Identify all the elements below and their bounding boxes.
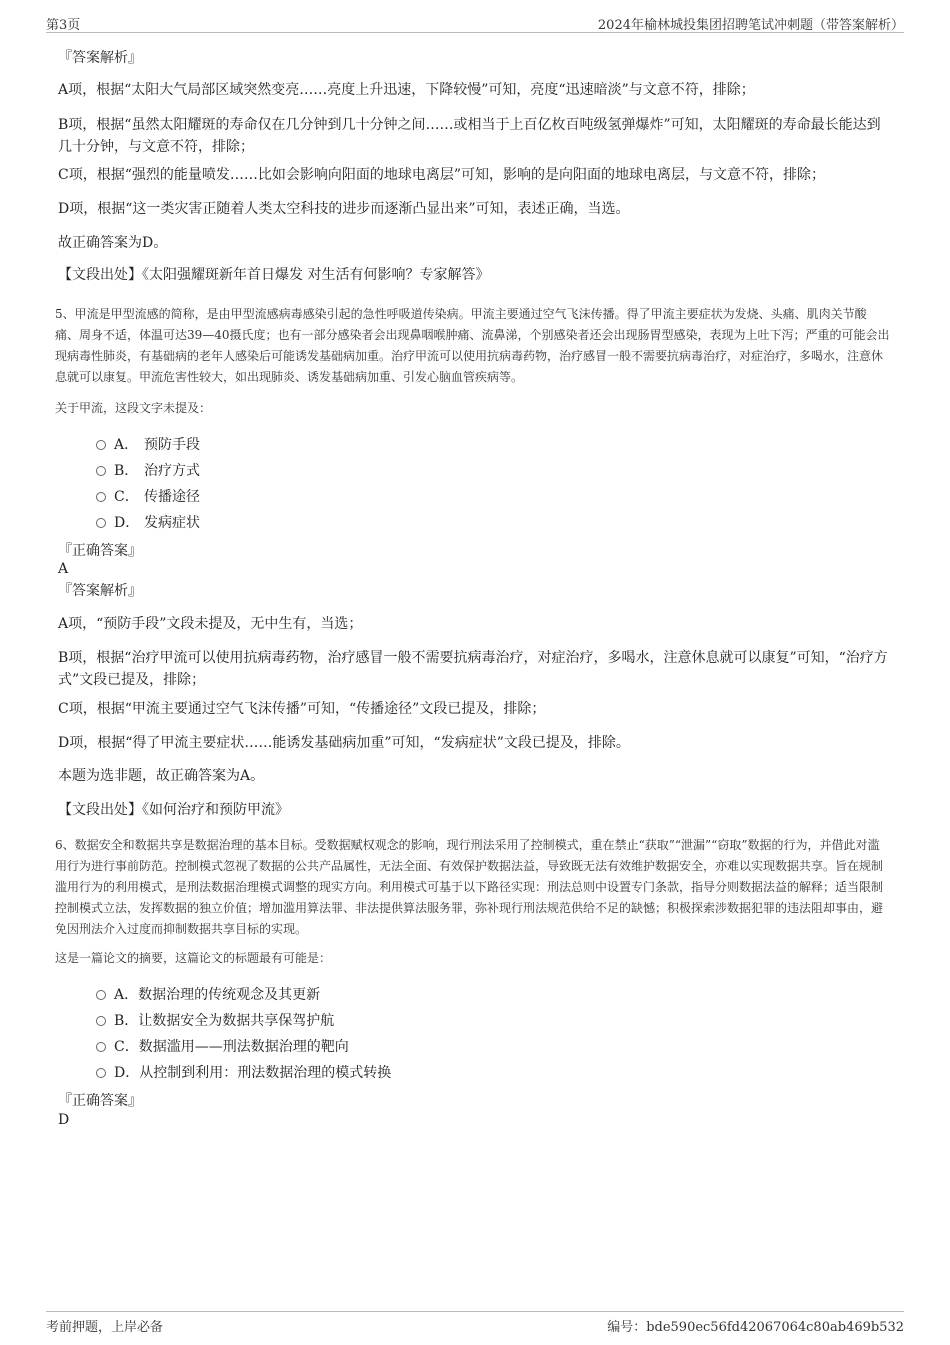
radio-icon[interactable]	[96, 518, 106, 528]
q5-answer-label: 『正确答案』	[58, 543, 142, 559]
q5-question: 关于甲流，这段文字未提及：	[55, 401, 212, 415]
q5-analysis-c: C项，根据“甲流主要通过空气飞沫传播”可知，“传播途径”文段已提及，排除；	[58, 701, 546, 717]
q6-answer-label: 『正确答案』	[58, 1093, 142, 1109]
radio-icon[interactable]	[96, 1068, 106, 1078]
q6-option-d[interactable]: D．从控制到利用：刑法数据治理的模式转换	[96, 1063, 391, 1083]
q4-conclusion: 故正确答案为D。	[58, 235, 168, 251]
radio-icon[interactable]	[96, 1016, 106, 1026]
q4-source: 【文段出处】《太阳强耀斑新年首日爆发 对生活有何影响？专家解答》	[58, 267, 490, 283]
q6-question: 这是一篇论文的摘要，这篇论文的标题最有可能是：	[55, 951, 332, 965]
q6-option-b[interactable]: B．让数据安全为数据共享保驾护航	[96, 1011, 334, 1031]
q6-answer: D	[58, 1112, 70, 1128]
q5-analysis-a: A项，“预防手段”文段未提及，无中生有，当选；	[58, 616, 363, 632]
document-title: 2024年榆林城投集团招聘笔试冲刺题（带答案解析）	[597, 18, 904, 33]
document-code: 编号：bde590ec56fd42067064c80ab469b532	[607, 1320, 904, 1335]
radio-icon[interactable]	[96, 466, 106, 476]
q4-analysis-b: B项，根据“虽然太阳耀斑的寿命仅在几分钟到几十分钟之间……或相当于上百亿枚百吨级氢弹爆炸”可知，太阳耀斑的寿命最长能达到几十分钟，与文意不符，排除；	[58, 117, 881, 155]
q4-analysis-d: D项，根据“这一类灾害正随着人类太空科技的进步而逐渐凸显出来”可知，表述正确，当选。	[58, 201, 630, 217]
q6-passage: 6、数据安全和数据共享是数据治理的基本目标。受数据赋权观念的影响，现行刑法采用了控制模式，重在禁止“获取”“泄漏”“窃取”数据的行为，并借此对滥用行为进行事前防范。控制模式忽视了数据的公共产品属性，无法全面、有效保护数据法益，导致既无法有效维护数据安全，亦难以实现数据共享。旨在规制滥用行为的利用模式，是刑法数据治理模式调整的现实方向。利用模式可基于以下路径实现：刑法总则中设置专门条款，指导分则数据法益的解释；适当限制控制模式立法，发挥数据的独立价值；增加滥用算法罪、非法提供算法服务罪，弥补现行刑法规范供给不足的缺憾；积极探索涉数据犯罪的违法阻却事由，避免因刑法介入过度而抑制数据共享目标的实现。	[55, 838, 884, 936]
q4-analysis-a: A项，根据“太阳大气局部区域突然变亮……亮度上升迅速，下降较慢”可知，亮度“迅速暗淡”与文意不符，排除；	[58, 82, 755, 98]
page-footer	[46, 1311, 904, 1336]
q5-source: 【文段出处】《如何治疗和预防甲流》	[58, 802, 289, 818]
q5-option-b[interactable]: B． 治疗方式	[96, 461, 200, 481]
q5-option-c[interactable]: C． 传播途径	[96, 487, 200, 507]
page-number: 第3页	[46, 18, 81, 33]
q5-passage: 5、甲流是甲型流感的简称，是由甲型流感病毒感染引起的急性呼吸道传染病。甲流主要通过空气飞沫传播。得了甲流主要症状为发烧、头痛、肌肉关节酸痛、周身不适，体温可达39—40摄氏度；也有一部分感染者会出现鼻咽喉肿痛、流鼻涕，个别感染者还会出现肠胃型感染，表现为上吐下泻；严重的可能会出现病毒性肺炎，有基础病的老年人感染后可能诱发基础病加重。治疗甲流可以使用抗病毒药物，治疗感冒一般不需要抗病毒治疗，对症治疗，多喝水，注意休息就可以康复。甲流危害性较大，如出现肺炎、诱发基础病加重、引发心脑血管疾病等。	[55, 307, 890, 384]
q5-conclusion: 本题为选非题，故正确答案为A。	[58, 768, 265, 784]
radio-icon[interactable]	[96, 492, 106, 502]
q6-option-a[interactable]: A．数据治理的传统观念及其更新	[96, 985, 320, 1005]
radio-icon[interactable]	[96, 1042, 106, 1052]
page-header	[46, 12, 904, 33]
q5-option-d[interactable]: D． 发病症状	[96, 513, 200, 533]
q5-option-a[interactable]: A． 预防手段	[96, 435, 200, 455]
q5-analysis-d: D项，根据“得了甲流主要症状……能诱发基础病加重”可知，“发病症状”文段已提及，排除。	[58, 735, 630, 751]
q4-analysis-label: 『答案解析』	[58, 50, 142, 66]
q6-option-c[interactable]: C．数据滥用——刑法数据治理的靶向	[96, 1037, 349, 1057]
q4-analysis-c: C项，根据“强烈的能量喷发……比如会影响向阳面的地球电离层”可知，影响的是向阳面的地球电离层，与文意不符，排除；	[58, 167, 826, 183]
q5-analysis-label: 『答案解析』	[58, 583, 142, 599]
radio-icon[interactable]	[96, 990, 106, 1000]
radio-icon[interactable]	[96, 440, 106, 450]
q5-analysis-b: B项，根据“治疗甲流可以使用抗病毒药物，治疗感冒一般不需要抗病毒治疗，对症治疗，多喝水，注意休息就可以康复”可知，“治疗方式”文段已提及，排除；	[58, 650, 888, 688]
footer-slogan: 考前押题，上岸必备	[46, 1320, 164, 1335]
q5-answer: A	[58, 561, 69, 577]
